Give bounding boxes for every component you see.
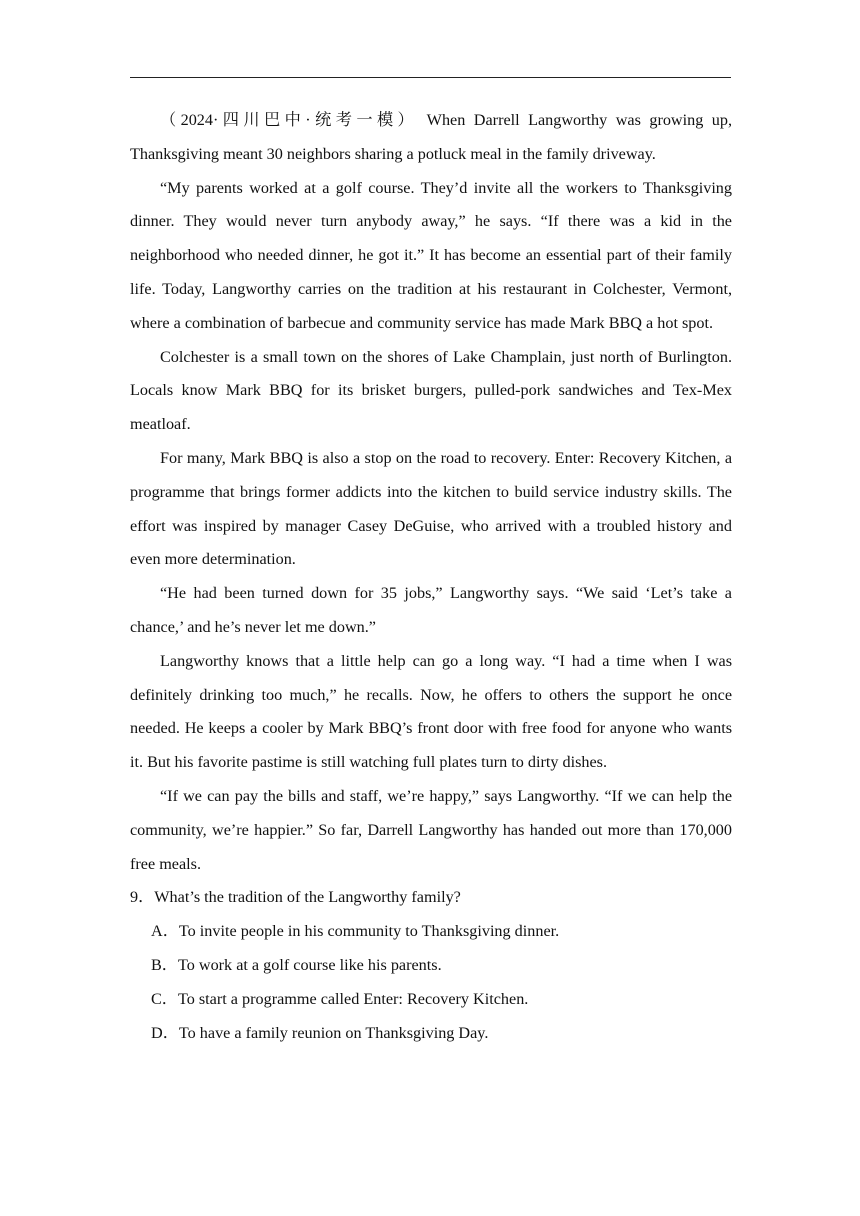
option-text: To work at a golf course like his parents. bbox=[177, 955, 442, 974]
passage-paragraph-3: Colchester is a small town on the shores of Lake Champlain, just north of Burlington. Locals know Mark BBQ for its brisket burgers, pulled-pork sandwiches and Tex-Mex meatloaf. bbox=[130, 347, 732, 434]
passage-paragraph-4: For many, Mark BBQ is also a stop on the road to recovery. Enter: Recovery Kitchen, a programme that brings former addicts into the kitchen to build service industry skills. The effort was inspired by manager Casey DeGuise, who arrived with a troubled history and even more determination. bbox=[130, 448, 732, 569]
passage-paragraph-5: “He had been turned down for 35 jobs,” Langworthy says. “We said ‘Let’s take a chance,’ and he’s never let me down.” bbox=[130, 584, 732, 636]
passage-paragraph-1 bbox=[130, 104, 732, 172]
source-tag: （2024·四川巴中·统考一模） bbox=[160, 111, 419, 129]
question-stem bbox=[130, 881, 732, 915]
option-label: A． bbox=[151, 922, 179, 941]
option-d bbox=[130, 1017, 732, 1051]
passage-paragraph-7: “If we can pay the bills and staff, we’re happy,” says Langworthy. “If we can help the community, we’re happier.” So far, Darrell Langworthy has handed out more than 170,000 free meals. bbox=[130, 786, 732, 873]
option-text: To invite people in his community to Thanksgiving dinner. bbox=[178, 922, 560, 941]
option-b bbox=[130, 949, 732, 983]
option-label: C． bbox=[151, 989, 178, 1008]
question-number: 9． bbox=[130, 888, 155, 907]
passage-paragraph-2: “My parents worked at a golf course. They’d invite all the workers to Thanksgiving dinner. They would never turn anybody away,” he says. “If there was a kid in the neighborhood who needed dinner, he got it.” It has become an essential part of their family life. Today, Langworthy carries on the tradition at his restaurant in Colchester, Vermont, where a combination of barbecue and community service has made Mark BBQ a hot spot. bbox=[130, 178, 732, 332]
passage-paragraph-6: Langworthy knows that a little help can go a long way. “I had a time when I was definitely drinking too much,” he recalls. Now, he offers to others the support he once needed. He keeps a cooler by Mark BBQ’s front door with free food for anyone who wants it. But his favorite pastime is still watching full plates turn to dirty dishes. bbox=[130, 651, 732, 772]
document-body bbox=[130, 104, 732, 1050]
option-label: D． bbox=[151, 1023, 179, 1042]
header-rule bbox=[130, 77, 731, 78]
option-a bbox=[130, 915, 732, 949]
question-text: What’s the tradition of the Langworthy family? bbox=[154, 888, 461, 907]
paragraph-text: When Darrell Langworthy was growing up, Thanksgiving meant 30 neighbors sharing a potluck meal in the family driveway. bbox=[130, 111, 733, 163]
option-text: To start a programme called Enter: Recovery Kitchen. bbox=[177, 989, 529, 1008]
option-text: To have a family reunion on Thanksgiving Day. bbox=[178, 1023, 489, 1042]
option-c bbox=[130, 983, 732, 1017]
option-label: B． bbox=[151, 955, 178, 974]
